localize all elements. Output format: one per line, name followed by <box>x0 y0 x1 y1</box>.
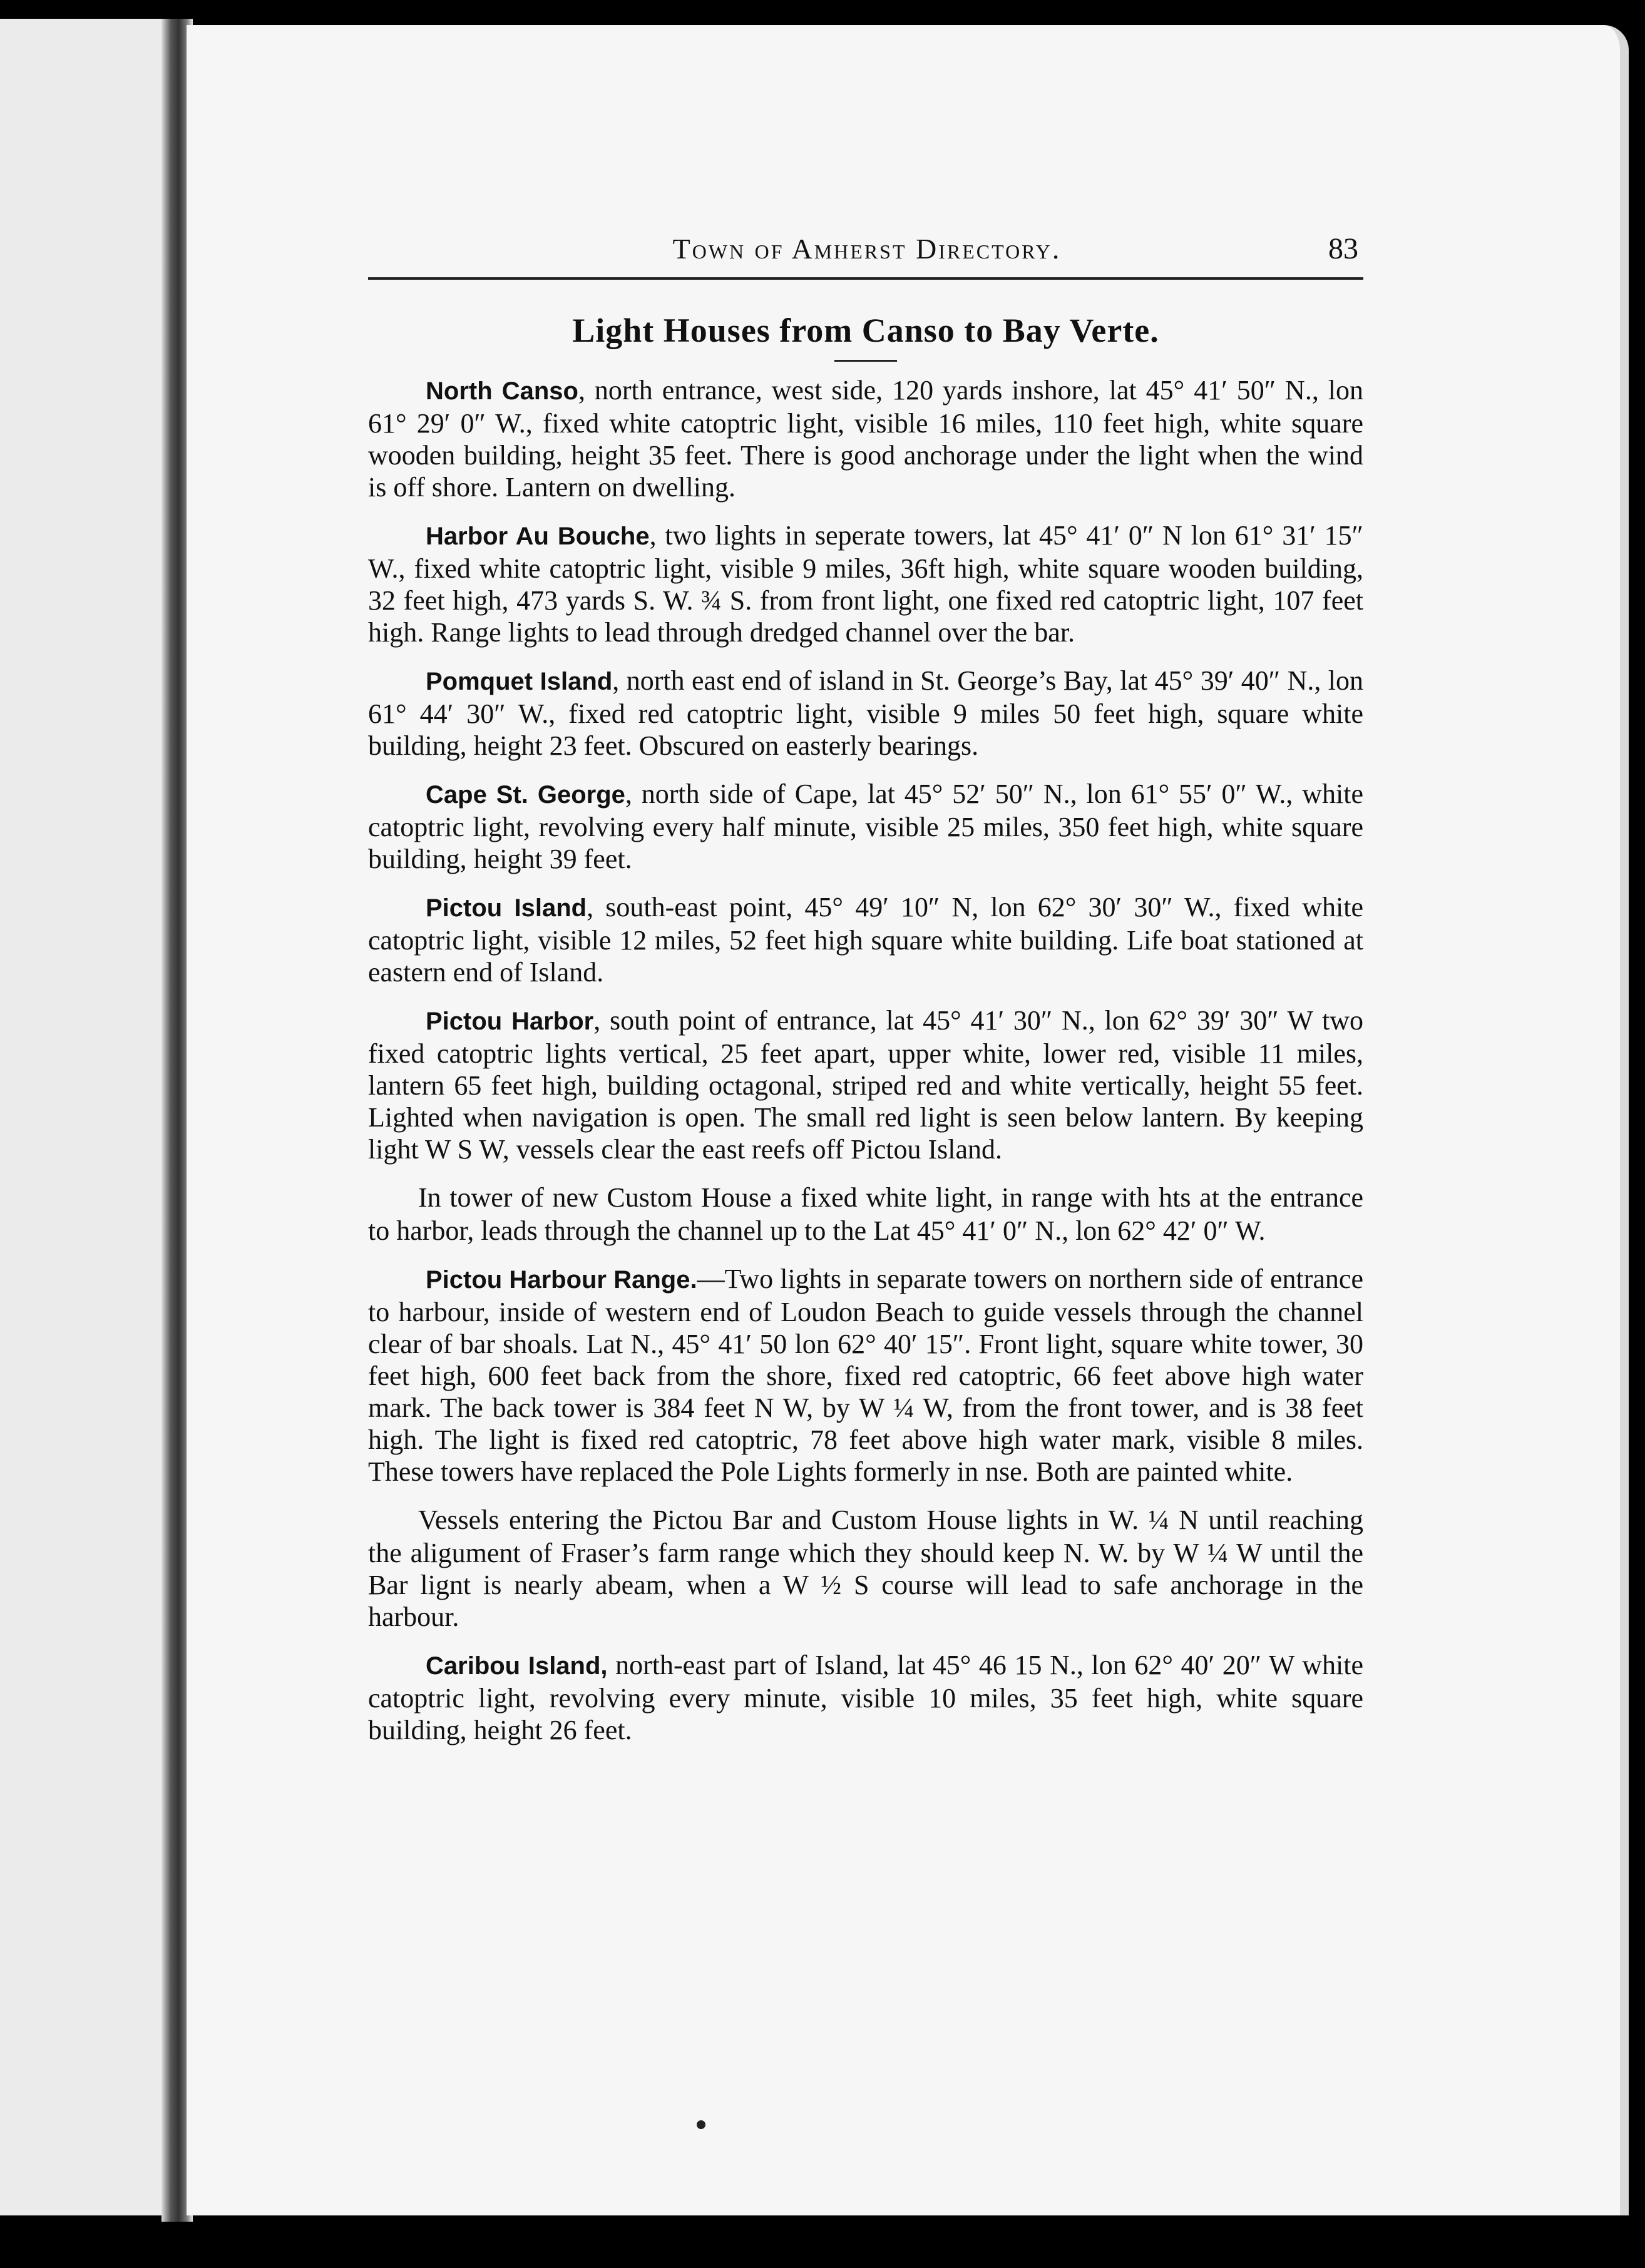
lighthouse-description: In tower of new Custom House a fixed white light, in range with hts at the entrance to harbor, leads through the channel up to the Lat 45° 41′ 0″ N., lon 62° 42′ 0″ W. <box>368 1182 1363 1246</box>
lighthouse-entry <box>368 778 1363 875</box>
lighthouse-description: , south-east point, 45° 49′ 10″ N, lon 62° 30′ 30″ W., fixed white catoptric light, visible 12 miles, 52 feet high square white building. Life boat stationed at eastern end of Island. <box>368 892 1363 988</box>
lighthouse-description: , south point of entrance, lat 45° 41′ 30″ N., lon 62° 39′ 30″ W two fixed catoptric lights vertical, 25 feet apart, upper white, lower red, visible 11 miles, lantern 65 feet high, building octagonal, striped red and white vertically, height 55 feet. Lighted when navigation is open. The small red light is seen below lantern. By keeping light W S W, vessels clear the east reefs off Pictou Island. <box>368 1005 1363 1165</box>
lighthouse-description: —Two lights in separate towers on northern side of entrance to harbour, inside of western end of Loudon Beach to guide vessels through the channel clear of bar shoals. Lat N., 45° 41′ 50 lon 62° 40′ 15″. Front light, square white tower, 30 feet high, 600 feet back from the shore, fixed red catoptric, 66 feet above high water mark. The back tower is 384 feet N W, by W ¼ W, from the front tower, and is 38 feet high. The light is fixed red catoptric, 78 feet above high water mark, visible 8 miles. These towers have replaced the Pole Lights formerly in nse. Both are painted white. <box>368 1264 1363 1487</box>
ink-dot <box>697 2120 705 2129</box>
lighthouse-description: Vessels entering the Pictou Bar and Custom House lights in W. ¼ N until reaching the aligument of Fraser’s farm range which they should keep N. W. by W ¼ W until the Bar lignt is nearly abeam, when a W ½ S course will lead to safe anchorage in the harbour. <box>368 1504 1363 1632</box>
running-head <box>368 232 1363 280</box>
lighthouse-name: Pictou Harbor <box>426 1008 594 1035</box>
lighthouse-name: Pictou Island <box>426 894 587 922</box>
lighthouse-name: Cape St. George <box>426 781 625 809</box>
lighthouse-entry <box>368 1263 1363 1488</box>
facing-page <box>0 19 178 2215</box>
lighthouse-entry <box>368 891 1363 988</box>
lighthouse-name: Harbor Au Bouche <box>426 523 650 550</box>
lighthouse-description: , north side of Cape, lat 45° 52′ 50″ N., lon 61° 55′ 0″ W., white catoptric light, revolving every half minute, visible 25 miles, 350 feet high, white square building, height 39 feet. <box>368 779 1363 874</box>
lighthouse-description: , two lights in seperate towers, lat 45° 41′ 0″ N lon 61° 31′ 15″ W., fixed white catoptric light, visible 9 miles, 36ft high, white square wooden building, 32 feet high, 473 yards S. W. ¾ S. from front light, one fixed red catoptric light, 107 feet high. Range lights to lead through dredged channel over the bar. <box>368 520 1364 648</box>
lighthouse-note <box>368 1182 1363 1247</box>
lighthouse-description: north-east part of Island, lat 45° 46 15 N., lon 62° 40′ 20″ W white catoptric light, revolving every minute, visible 10 miles, 35 feet high, white square building, height 26 feet. <box>368 1650 1363 1745</box>
lighthouse-name: Pomquet Island <box>426 668 613 695</box>
running-title: Town of Amherst Directory. <box>672 233 1062 265</box>
directory-page <box>187 25 1629 2215</box>
lighthouse-entry <box>368 665 1363 762</box>
lighthouse-entry <box>368 519 1363 648</box>
lighthouse-entry <box>368 374 1363 503</box>
lighthouse-name: Pictou Harbour Range. <box>426 1266 697 1294</box>
lighthouse-name: North Canso <box>426 377 578 405</box>
title-rule <box>834 360 897 362</box>
lighthouse-note <box>368 1504 1363 1633</box>
lighthouse-description: , north entrance, west side, 120 yards inshore, lat 45° 41′ 50″ N., lon 61° 29′ 0″ W., fixed white catoptric light, visible 16 miles, 110 feet high, white square wooden building, height 35 feet. There is good anchorage under the light when the wind is off shore. Lantern on dwelling. <box>368 375 1364 503</box>
lighthouse-name: Caribou Island, <box>426 1652 608 1680</box>
page-number: 83 <box>1328 232 1358 265</box>
lighthouse-entry <box>368 1004 1363 1165</box>
lighthouse-entry <box>368 1649 1363 1746</box>
page-content <box>368 232 1363 1762</box>
section-title: Light Houses from Canso to Bay Verte. <box>572 312 1159 349</box>
lighthouse-description: , north east end of island in St. George’s Bay, lat 45° 39′ 40″ N., lon 61° 44′ 30″ W., fixed red catoptric light, visible 9 miles 50 feet high, square white building, height 23 feet. Obscured on easterly bearings. <box>368 665 1364 761</box>
